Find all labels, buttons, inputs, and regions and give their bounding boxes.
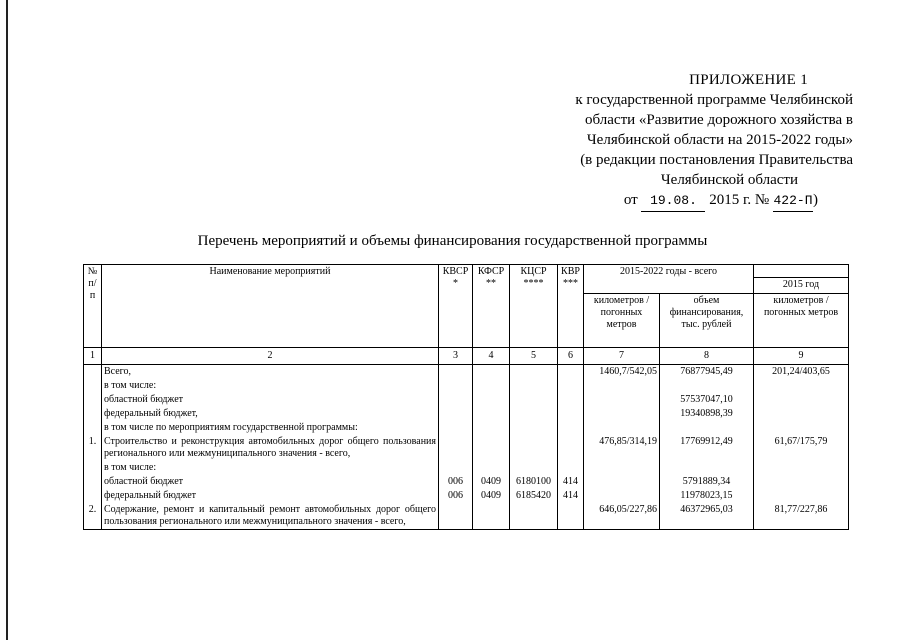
cell-km xyxy=(584,489,660,503)
date-prefix: от xyxy=(623,192,638,208)
cell-km2015 xyxy=(754,393,849,407)
cell-kvsr xyxy=(439,365,473,380)
cell-fin: 46372965,03 xyxy=(660,503,754,530)
date-value: 19.08. xyxy=(641,191,705,212)
cell-num: 1. xyxy=(84,435,102,461)
col-num-6: 6 xyxy=(558,348,584,365)
cell-num xyxy=(84,365,102,380)
cell-fin xyxy=(660,421,754,435)
cell-kfsr xyxy=(473,461,510,475)
table-body xyxy=(84,365,849,530)
header-row-1 xyxy=(84,265,849,278)
cell-kfsr: 0409 xyxy=(473,489,510,503)
col-num-5: 5 xyxy=(510,348,558,365)
cell-kvr xyxy=(558,379,584,393)
cell-fin: 17769912,49 xyxy=(660,435,754,461)
cell-name: федеральный бюджет, xyxy=(102,407,439,421)
cell-kcsr xyxy=(510,421,558,435)
header-kcsr: КЦСР **** xyxy=(510,265,558,348)
header-period-all: 2015-2022 годы - всего xyxy=(584,265,754,294)
measures-table xyxy=(83,264,849,530)
cell-kvr xyxy=(558,365,584,380)
cell-num xyxy=(84,407,102,421)
cell-kvr: 414 xyxy=(558,489,584,503)
header-km-all: километров / погонных метров xyxy=(584,293,660,347)
cell-fin: 19340898,39 xyxy=(660,407,754,421)
cell-kfsr xyxy=(473,379,510,393)
cell-km2015 xyxy=(754,421,849,435)
cell-km2015 xyxy=(754,407,849,421)
number-suffix: ) xyxy=(813,192,818,208)
table-row xyxy=(84,407,849,421)
cell-kfsr xyxy=(473,365,510,380)
col-num-7: 7 xyxy=(584,348,660,365)
cell-kvr xyxy=(558,421,584,435)
table-row xyxy=(84,421,849,435)
cell-fin: 57537047,10 xyxy=(660,393,754,407)
cell-num xyxy=(84,475,102,489)
cell-km xyxy=(584,393,660,407)
cell-kfsr: 0409 xyxy=(473,475,510,489)
cell-num xyxy=(84,379,102,393)
header-year-2015: 2015 год xyxy=(754,278,849,293)
cell-kfsr xyxy=(473,393,510,407)
table-row xyxy=(84,475,849,489)
cell-kvsr xyxy=(439,461,473,475)
cell-name: Содержание, ремонт и капитальный ремонт автомобильных дорог общего пользования регионального или межмуниципального значения - всего, xyxy=(102,503,439,530)
cell-fin xyxy=(660,461,754,475)
table-row xyxy=(84,435,849,461)
header-fin-all: объем финансирования, тыс. рублей xyxy=(660,293,754,347)
cell-name: Строительство и реконструкция автомобильных дорог общего пользования регионального или межмуниципального значения - всего, xyxy=(102,435,439,461)
cell-km xyxy=(584,379,660,393)
scan-edge-line xyxy=(6,0,8,640)
cell-kvsr xyxy=(439,393,473,407)
cell-kcsr xyxy=(510,461,558,475)
table-row xyxy=(84,365,849,380)
cell-km xyxy=(584,475,660,489)
appendix-line-1: к государственной программе Челябинской xyxy=(575,92,853,108)
cell-km2015 xyxy=(754,489,849,503)
cell-kfsr xyxy=(473,421,510,435)
cell-km2015: 201,24/403,65 xyxy=(754,365,849,380)
cell-name: Всего, xyxy=(102,365,439,380)
cell-num xyxy=(84,461,102,475)
cell-km2015 xyxy=(754,461,849,475)
appendix-date-line xyxy=(553,190,853,212)
cell-kfsr xyxy=(473,503,510,530)
cell-name: областной бюджет xyxy=(102,475,439,489)
column-numbers-row xyxy=(84,348,849,365)
cell-kcsr xyxy=(510,379,558,393)
cell-km xyxy=(584,421,660,435)
cell-kvr xyxy=(558,393,584,407)
cell-fin: 5791889,34 xyxy=(660,475,754,489)
header-blank xyxy=(754,265,849,278)
col-num-1: 1 xyxy=(84,348,102,365)
cell-fin xyxy=(660,379,754,393)
header-kfsr: КФСР ** xyxy=(473,265,510,348)
cell-kvr: 414 xyxy=(558,475,584,489)
header-num: № п/п xyxy=(84,265,102,348)
cell-kfsr xyxy=(473,435,510,461)
cell-km xyxy=(584,407,660,421)
cell-kvr xyxy=(558,407,584,421)
cell-kvsr xyxy=(439,379,473,393)
appendix-line-5: Челябинской области xyxy=(660,172,798,188)
cell-num xyxy=(84,393,102,407)
cell-kvsr: 006 xyxy=(439,475,473,489)
col-num-4: 4 xyxy=(473,348,510,365)
cell-fin: 76877945,49 xyxy=(660,365,754,380)
appendix-header xyxy=(553,70,853,212)
cell-km: 476,85/314,19 xyxy=(584,435,660,461)
cell-fin: 11978023,15 xyxy=(660,489,754,503)
cell-kvsr xyxy=(439,435,473,461)
table-row xyxy=(84,489,849,503)
cell-kvsr: 006 xyxy=(439,489,473,503)
appendix-line-2: области «Развитие дорожного хозяйства в xyxy=(585,112,853,128)
cell-kcsr xyxy=(510,503,558,530)
header-kvsr: КВСР * xyxy=(439,265,473,348)
col-num-2: 2 xyxy=(102,348,439,365)
cell-name: в том числе по мероприятиям государственной программы: xyxy=(102,421,439,435)
cell-num: 2. xyxy=(84,503,102,530)
header-kvr: КВР *** xyxy=(558,265,584,348)
cell-name: в том числе: xyxy=(102,461,439,475)
cell-kvsr xyxy=(439,421,473,435)
cell-kcsr: 6185420 xyxy=(510,489,558,503)
cell-name: областной бюджет xyxy=(102,393,439,407)
table-row xyxy=(84,393,849,407)
cell-kcsr xyxy=(510,393,558,407)
cell-num xyxy=(84,421,102,435)
col-num-8: 8 xyxy=(660,348,754,365)
cell-kvr xyxy=(558,503,584,530)
col-num-9: 9 xyxy=(754,348,849,365)
cell-km: 1460,7/542,05 xyxy=(584,365,660,380)
cell-kcsr xyxy=(510,407,558,421)
cell-num xyxy=(84,489,102,503)
table-row xyxy=(84,379,849,393)
cell-kvr xyxy=(558,435,584,461)
table-row xyxy=(84,503,849,530)
header-km-2015: километров / погонных метров xyxy=(754,293,849,347)
appendix-line-4: (в редакции постановления Правительства xyxy=(580,152,853,168)
header-name: Наименование мероприятий xyxy=(102,265,439,348)
appendix-line-3: Челябинской области на 2015-2022 годы» xyxy=(586,132,853,148)
cell-km2015 xyxy=(754,475,849,489)
appendix-title: ПРИЛОЖЕНИЕ 1 xyxy=(689,72,808,88)
cell-km xyxy=(584,461,660,475)
table-row xyxy=(84,461,849,475)
decree-number: 422-П xyxy=(773,191,813,212)
cell-km2015: 81,77/227,86 xyxy=(754,503,849,530)
cell-km2015: 61,67/175,79 xyxy=(754,435,849,461)
cell-name: федеральный бюджет xyxy=(102,489,439,503)
document-title: Перечень мероприятий и объемы финансирования государственной программы xyxy=(197,233,708,249)
cell-kfsr xyxy=(473,407,510,421)
cell-kcsr: 6180100 xyxy=(510,475,558,489)
cell-km2015 xyxy=(754,379,849,393)
cell-kcsr xyxy=(510,365,558,380)
col-num-3: 3 xyxy=(439,348,473,365)
cell-kvr xyxy=(558,461,584,475)
cell-kcsr xyxy=(510,435,558,461)
cell-km: 646,05/227,86 xyxy=(584,503,660,530)
year-text: 2015 г. № xyxy=(709,192,770,208)
cell-name: в том числе: xyxy=(102,379,439,393)
cell-kvsr xyxy=(439,407,473,421)
cell-kvsr xyxy=(439,503,473,530)
